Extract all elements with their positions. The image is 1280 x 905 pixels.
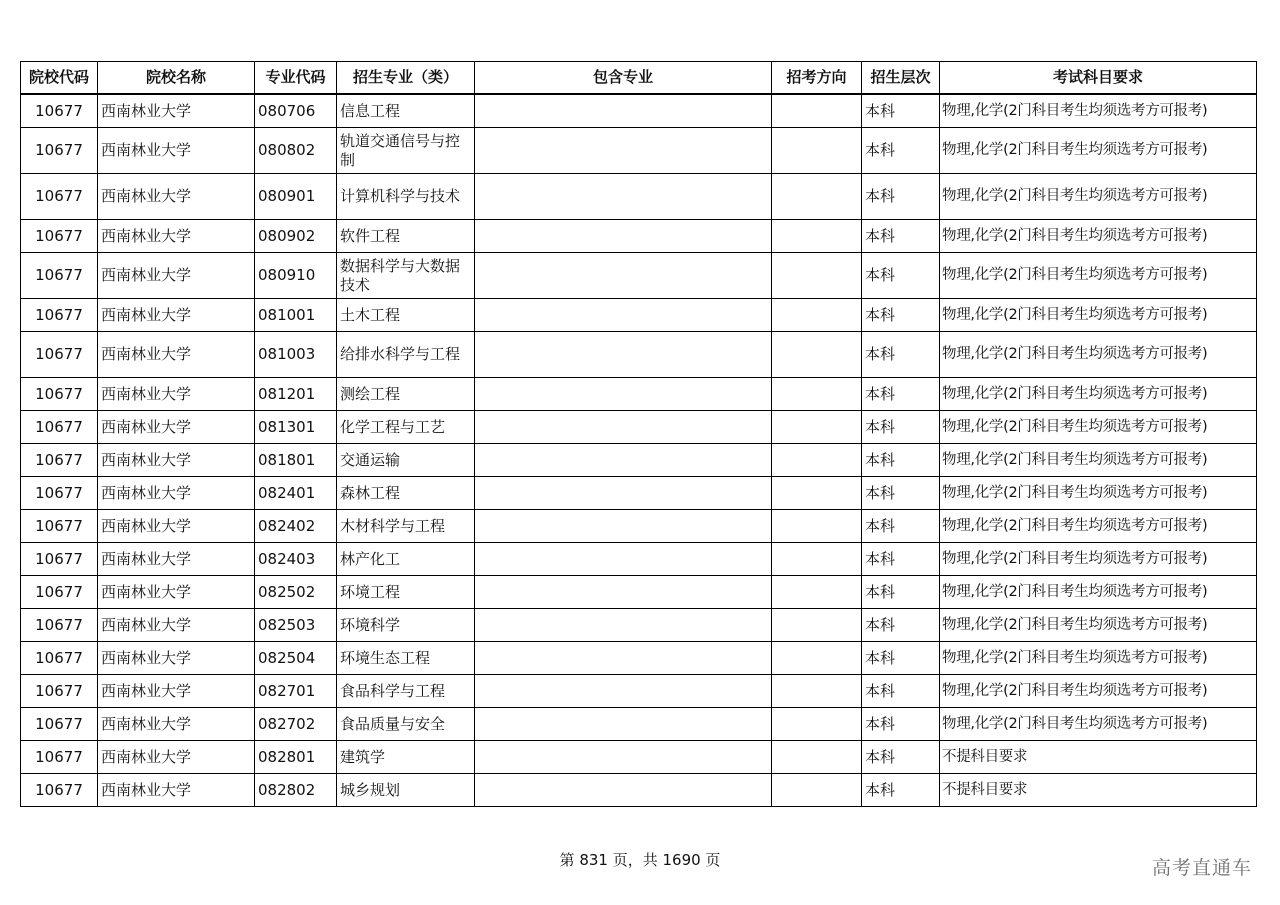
cell-level: 本科 (862, 642, 940, 675)
cell-level: 本科 (862, 510, 940, 543)
cell-level: 本科 (862, 299, 940, 332)
header-direction: 招考方向 (772, 62, 862, 95)
cell-school-name: 西南林业大学 (98, 128, 255, 174)
cell-major: 食品质量与安全 (337, 708, 475, 741)
cell-major: 信息工程 (337, 94, 475, 128)
cell-direction (772, 378, 862, 411)
cell-school-name: 西南林业大学 (98, 708, 255, 741)
cell-school-name: 西南林业大学 (98, 174, 255, 220)
cell-school-code: 10677 (21, 378, 98, 411)
cell-requirement: 物理,化学(2门科目考生均须选考方可报考) (940, 609, 1257, 642)
cell-requirement: 不提科目要求 (940, 741, 1257, 774)
header-row (21, 62, 1257, 95)
table-row (21, 510, 1257, 543)
cell-school-name: 西南林业大学 (98, 477, 255, 510)
cell-direction (772, 411, 862, 444)
cell-includes (475, 411, 772, 444)
cell-major: 轨道交通信号与控制 (337, 128, 475, 174)
cell-direction (772, 774, 862, 807)
cell-major: 建筑学 (337, 741, 475, 774)
cell-school-code: 10677 (21, 94, 98, 128)
table-row (21, 299, 1257, 332)
cell-major-code: 082802 (255, 774, 337, 807)
cell-includes (475, 220, 772, 253)
cell-major: 木材科学与工程 (337, 510, 475, 543)
cell-requirement: 物理,化学(2门科目考生均须选考方可报考) (940, 642, 1257, 675)
cell-major: 林产化工 (337, 543, 475, 576)
cell-school-name: 西南林业大学 (98, 378, 255, 411)
cell-requirement: 物理,化学(2门科目考生均须选考方可报考) (940, 220, 1257, 253)
cell-level: 本科 (862, 576, 940, 609)
cell-level: 本科 (862, 609, 940, 642)
cell-requirement: 物理,化学(2门科目考生均须选考方可报考) (940, 174, 1257, 220)
cell-school-name: 西南林业大学 (98, 332, 255, 378)
cell-includes (475, 741, 772, 774)
cell-requirement: 物理,化学(2门科目考生均须选考方可报考) (940, 332, 1257, 378)
page-number: 第 831 页，共 1690 页 (559, 851, 721, 869)
cell-major-code: 081003 (255, 332, 337, 378)
cell-school-name: 西南林业大学 (98, 543, 255, 576)
table-row (21, 174, 1257, 220)
cell-direction (772, 609, 862, 642)
cell-includes (475, 299, 772, 332)
cell-direction (772, 642, 862, 675)
cell-major: 数据科学与大数据技术 (337, 253, 475, 299)
cell-level: 本科 (862, 543, 940, 576)
cell-direction (772, 220, 862, 253)
cell-major-code: 080902 (255, 220, 337, 253)
table-row (21, 220, 1257, 253)
cell-school-name: 西南林业大学 (98, 411, 255, 444)
table-row (21, 708, 1257, 741)
cell-level: 本科 (862, 220, 940, 253)
cell-requirement: 物理,化学(2门科目考生均须选考方可报考) (940, 128, 1257, 174)
cell-school-name: 西南林业大学 (98, 94, 255, 128)
cell-includes (475, 174, 772, 220)
cell-school-name: 西南林业大学 (98, 609, 255, 642)
cell-level: 本科 (862, 675, 940, 708)
cell-includes (475, 94, 772, 128)
cell-school-code: 10677 (21, 708, 98, 741)
cell-major-code: 081201 (255, 378, 337, 411)
cell-direction (772, 94, 862, 128)
watermark-text: 高考直通车 (1151, 857, 1252, 879)
cell-requirement: 物理,化学(2门科目考生均须选考方可报考) (940, 411, 1257, 444)
cell-school-name: 西南林业大学 (98, 642, 255, 675)
cell-school-code: 10677 (21, 642, 98, 675)
cell-major-code: 082702 (255, 708, 337, 741)
cell-level: 本科 (862, 174, 940, 220)
cell-major: 环境生态工程 (337, 642, 475, 675)
cell-includes (475, 675, 772, 708)
admission-table (20, 61, 1257, 807)
table-row (21, 128, 1257, 174)
cell-school-name: 西南林业大学 (98, 576, 255, 609)
cell-major: 环境工程 (337, 576, 475, 609)
table-row (21, 675, 1257, 708)
cell-major: 森林工程 (337, 477, 475, 510)
cell-school-code: 10677 (21, 510, 98, 543)
table-row (21, 411, 1257, 444)
cell-direction (772, 543, 862, 576)
cell-school-code: 10677 (21, 174, 98, 220)
cell-requirement: 物理,化学(2门科目考生均须选考方可报考) (940, 378, 1257, 411)
cell-school-name: 西南林业大学 (98, 220, 255, 253)
cell-direction (772, 299, 862, 332)
cell-level: 本科 (862, 332, 940, 378)
cell-major: 环境科学 (337, 609, 475, 642)
table-row (21, 332, 1257, 378)
cell-requirement: 物理,化学(2门科目考生均须选考方可报考) (940, 708, 1257, 741)
cell-direction (772, 332, 862, 378)
table-row (21, 94, 1257, 128)
cell-direction (772, 576, 862, 609)
cell-level: 本科 (862, 378, 940, 411)
cell-major-code: 081301 (255, 411, 337, 444)
header-major: 招生专业（类） (337, 62, 475, 95)
table-row (21, 642, 1257, 675)
cell-school-code: 10677 (21, 411, 98, 444)
cell-major-code: 082503 (255, 609, 337, 642)
cell-major: 软件工程 (337, 220, 475, 253)
cell-major: 土木工程 (337, 299, 475, 332)
cell-major: 给排水科学与工程 (337, 332, 475, 378)
cell-level: 本科 (862, 774, 940, 807)
cell-school-name: 西南林业大学 (98, 444, 255, 477)
cell-major-code: 080706 (255, 94, 337, 128)
cell-includes (475, 774, 772, 807)
table-row (21, 774, 1257, 807)
cell-school-code: 10677 (21, 543, 98, 576)
cell-school-code: 10677 (21, 774, 98, 807)
cell-includes (475, 642, 772, 675)
cell-level: 本科 (862, 708, 940, 741)
cell-school-code: 10677 (21, 253, 98, 299)
cell-level: 本科 (862, 741, 940, 774)
cell-requirement: 物理,化学(2门科目考生均须选考方可报考) (940, 477, 1257, 510)
cell-includes (475, 378, 772, 411)
cell-requirement: 物理,化学(2门科目考生均须选考方可报考) (940, 576, 1257, 609)
cell-includes (475, 128, 772, 174)
cell-direction (772, 708, 862, 741)
cell-major: 化学工程与工艺 (337, 411, 475, 444)
cell-school-code: 10677 (21, 299, 98, 332)
cell-level: 本科 (862, 128, 940, 174)
cell-level: 本科 (862, 253, 940, 299)
cell-requirement: 物理,化学(2门科目考生均须选考方可报考) (940, 510, 1257, 543)
cell-requirement: 物理,化学(2门科目考生均须选考方可报考) (940, 253, 1257, 299)
table-row (21, 378, 1257, 411)
table-row (21, 253, 1257, 299)
cell-requirement: 不提科目要求 (940, 774, 1257, 807)
header-includes: 包含专业 (475, 62, 772, 95)
cell-major: 交通运输 (337, 444, 475, 477)
cell-school-code: 10677 (21, 609, 98, 642)
cell-major: 计算机科学与技术 (337, 174, 475, 220)
cell-requirement: 物理,化学(2门科目考生均须选考方可报考) (940, 444, 1257, 477)
cell-major-code: 080910 (255, 253, 337, 299)
cell-direction (772, 675, 862, 708)
table-row (21, 477, 1257, 510)
cell-requirement: 物理,化学(2门科目考生均须选考方可报考) (940, 675, 1257, 708)
cell-school-name: 西南林业大学 (98, 774, 255, 807)
cell-school-code: 10677 (21, 741, 98, 774)
cell-level: 本科 (862, 411, 940, 444)
cell-school-code: 10677 (21, 576, 98, 609)
header-school-name: 院校名称 (98, 62, 255, 95)
cell-direction (772, 444, 862, 477)
cell-school-name: 西南林业大学 (98, 510, 255, 543)
cell-requirement: 物理,化学(2门科目考生均须选考方可报考) (940, 94, 1257, 128)
cell-level: 本科 (862, 477, 940, 510)
table-row (21, 543, 1257, 576)
cell-includes (475, 332, 772, 378)
cell-level: 本科 (862, 94, 940, 128)
cell-includes (475, 543, 772, 576)
cell-major-code: 081801 (255, 444, 337, 477)
cell-includes (475, 444, 772, 477)
cell-school-code: 10677 (21, 444, 98, 477)
cell-school-name: 西南林业大学 (98, 675, 255, 708)
cell-major-code: 080802 (255, 128, 337, 174)
header-requirement: 考试科目要求 (940, 62, 1257, 95)
cell-school-name: 西南林业大学 (98, 253, 255, 299)
cell-major-code: 082701 (255, 675, 337, 708)
cell-includes (475, 609, 772, 642)
cell-major: 食品科学与工程 (337, 675, 475, 708)
cell-requirement: 物理,化学(2门科目考生均须选考方可报考) (940, 543, 1257, 576)
cell-major-code: 082502 (255, 576, 337, 609)
cell-includes (475, 576, 772, 609)
cell-major-code: 080901 (255, 174, 337, 220)
cell-level: 本科 (862, 444, 940, 477)
cell-school-code: 10677 (21, 332, 98, 378)
header-level: 招生层次 (862, 62, 940, 95)
table-row (21, 444, 1257, 477)
cell-school-code: 10677 (21, 675, 98, 708)
cell-major-code: 082402 (255, 510, 337, 543)
cell-includes (475, 510, 772, 543)
cell-includes (475, 708, 772, 741)
table-row (21, 576, 1257, 609)
cell-includes (475, 477, 772, 510)
cell-includes (475, 253, 772, 299)
cell-school-name: 西南林业大学 (98, 741, 255, 774)
cell-school-name: 西南林业大学 (98, 299, 255, 332)
cell-major-code: 081001 (255, 299, 337, 332)
cell-major-code: 082504 (255, 642, 337, 675)
cell-direction (772, 741, 862, 774)
cell-direction (772, 128, 862, 174)
table-row (21, 609, 1257, 642)
cell-direction (772, 253, 862, 299)
cell-major: 城乡规划 (337, 774, 475, 807)
cell-major-code: 082401 (255, 477, 337, 510)
header-major-code: 专业代码 (255, 62, 337, 95)
cell-school-code: 10677 (21, 477, 98, 510)
cell-requirement: 物理,化学(2门科目考生均须选考方可报考) (940, 299, 1257, 332)
cell-direction (772, 477, 862, 510)
cell-school-code: 10677 (21, 128, 98, 174)
cell-major-code: 082801 (255, 741, 337, 774)
header-school-code: 院校代码 (21, 62, 98, 95)
table-row (21, 741, 1257, 774)
cell-major-code: 082403 (255, 543, 337, 576)
cell-direction (772, 510, 862, 543)
cell-major: 测绘工程 (337, 378, 475, 411)
cell-school-code: 10677 (21, 220, 98, 253)
cell-direction (772, 174, 862, 220)
